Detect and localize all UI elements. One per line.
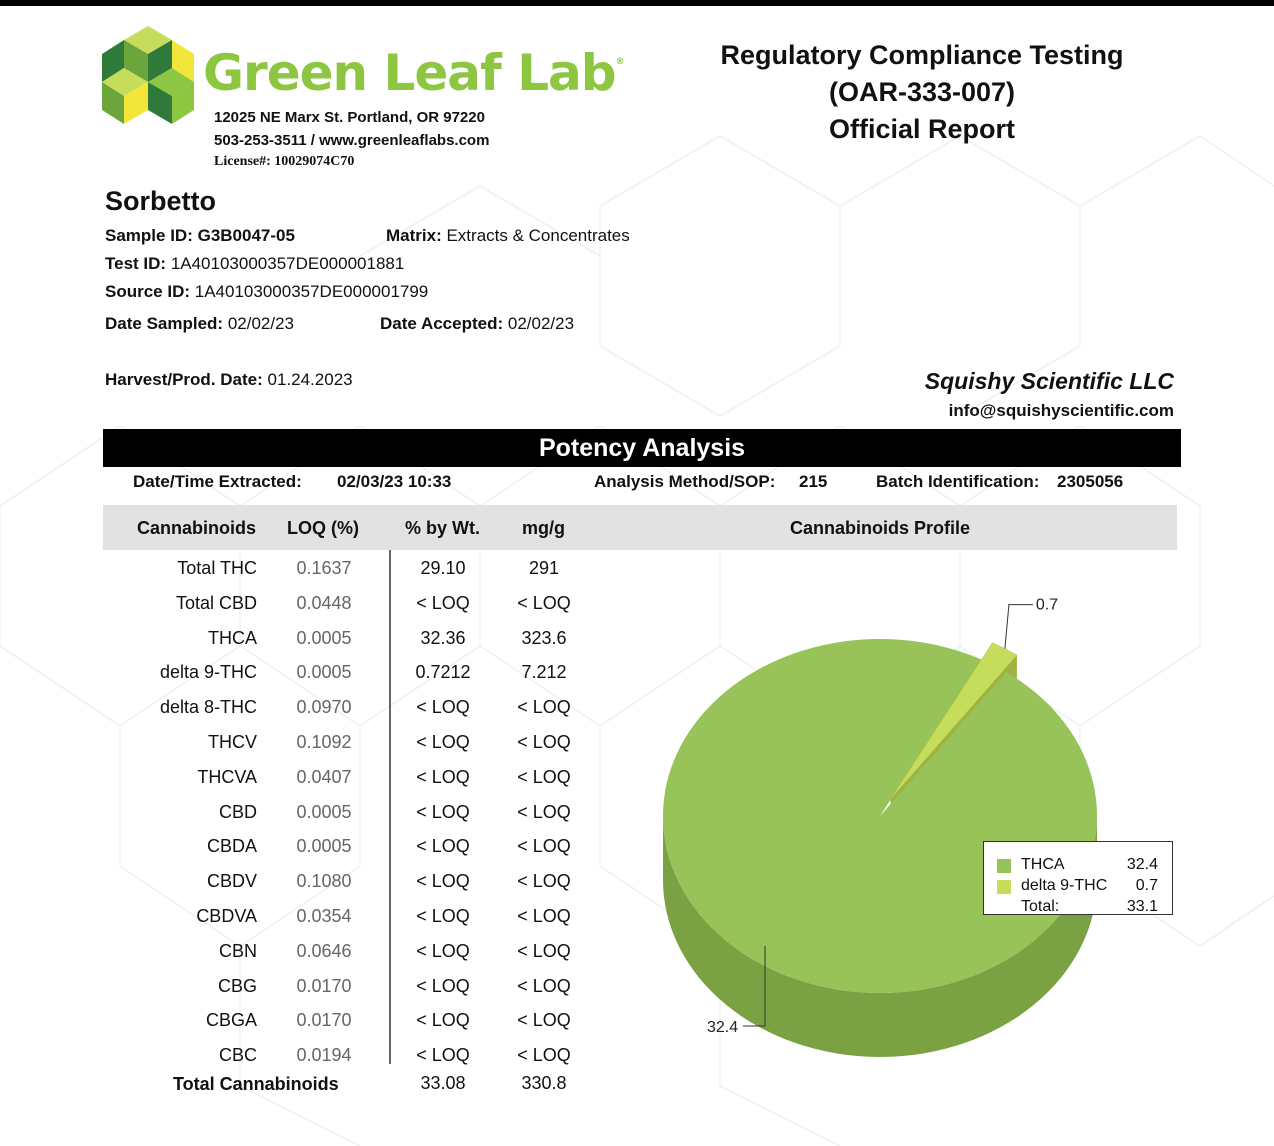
cannabinoid-name: Total THC	[177, 558, 257, 578]
extracted-label: Date/Time Extracted:	[133, 472, 302, 491]
pct-by-wt-value: < LOQ	[416, 697, 470, 718]
loq-value: 0.0005	[296, 662, 352, 683]
mg-per-g-value: 291	[528, 558, 560, 578]
sample-id-value: G3B0047-05	[197, 226, 295, 245]
mg-per-g-value: < LOQ	[517, 592, 571, 613]
method-label: Analysis Method/SOP:	[594, 472, 776, 491]
legend-item-delta9	[984, 877, 1172, 897]
pct-by-wt-value: < LOQ	[416, 801, 470, 822]
mg-per-g-value: < LOQ	[517, 871, 571, 892]
table-row	[97, 725, 597, 755]
pct-by-wt-value: < LOQ	[416, 1010, 470, 1031]
table-row	[97, 864, 597, 894]
sample-id-field	[105, 226, 295, 246]
lab-address: 12025 NE Marx St. Portland, OR 97220	[214, 109, 485, 126]
mg-per-g-value: < LOQ	[517, 1010, 571, 1031]
loq-value: 0.0005	[296, 836, 352, 857]
source-id-label: Source ID:	[105, 282, 191, 301]
mg-per-g-value: < LOQ	[517, 940, 571, 961]
pct-by-wt-value: < LOQ	[416, 975, 470, 996]
legend-label-thca: THCA	[1021, 856, 1065, 873]
legend-item-thca	[984, 856, 1172, 876]
legend-value-delta9: 0.7	[1135, 877, 1158, 894]
lab-license: License#: 10029074C70	[214, 154, 355, 169]
extracted-value: 02/03/23 10:33	[337, 472, 452, 491]
legend-swatch-thca	[997, 859, 1011, 873]
pct-by-wt-value: < LOQ	[416, 766, 470, 787]
mg-per-g-value: < LOQ	[517, 732, 571, 752]
total-cannabinoids-pct: 33.08	[420, 1073, 466, 1093]
cannabinoid-name: CBC	[218, 1045, 257, 1066]
date-sampled-field	[105, 314, 294, 334]
cannabinoid-name: THCA	[208, 627, 257, 648]
test-id-label: Test ID:	[105, 254, 167, 273]
potency-section-title: Potency Analysis	[103, 429, 1181, 467]
table-row	[97, 795, 597, 825]
header-cannabinoids-profile: Cannabinoids Profile	[790, 518, 971, 538]
cannabinoid-name: CBDV	[206, 871, 257, 892]
matrix-value: Extracts & Concentrates	[446, 226, 630, 245]
table-row	[97, 760, 597, 790]
date-accepted-field	[380, 314, 574, 334]
cannabinoid-name: THCVA	[197, 766, 257, 787]
legend-label-delta9: delta 9-THC	[1021, 877, 1108, 894]
legend-total-label: Total:	[1021, 898, 1060, 915]
legend-item-total	[984, 898, 1172, 918]
loq-value: 0.1092	[296, 732, 352, 752]
date-accepted-label: Date Accepted:	[380, 314, 504, 333]
method-value: 215	[799, 472, 828, 491]
pct-by-wt-value: < LOQ	[416, 871, 470, 892]
cannabinoid-name: CBGA	[205, 1010, 257, 1031]
table-row	[97, 829, 597, 859]
table-row	[97, 551, 597, 581]
chart-legend	[983, 841, 1173, 915]
loq-value: 0.0646	[296, 940, 352, 961]
pct-by-wt-value: < LOQ	[416, 1045, 470, 1066]
green-leaf-lab-logo-icon	[102, 24, 194, 128]
client-name: Squishy Scientific LLC	[924, 368, 1174, 394]
mg-per-g-value: < LOQ	[517, 766, 571, 787]
leader-line-delta9	[1005, 605, 1033, 649]
total-cannabinoids-label: Total Cannabinoids	[173, 1074, 339, 1094]
pct-by-wt-value: 29.10	[420, 558, 466, 578]
cannabinoid-name: delta 9-THC	[159, 662, 257, 683]
cannabinoid-name: CBDA	[206, 836, 257, 857]
client-email: info@squishyscientific.com	[948, 401, 1174, 420]
sample-name: Sorbetto	[105, 186, 216, 216]
table-row	[97, 621, 597, 651]
date-accepted-value: 02/02/23	[507, 314, 575, 333]
pct-by-wt-value: < LOQ	[416, 592, 470, 613]
mg-per-g-value: < LOQ	[517, 836, 571, 857]
harvest-date-field	[105, 370, 353, 390]
cannabinoid-name: CBD	[218, 801, 257, 822]
report-title-line3: Official Report	[828, 114, 1016, 144]
table-row	[97, 1038, 597, 1068]
mg-per-g-value: 7.212	[521, 662, 567, 683]
data-label-delta9: 0.7	[1035, 596, 1059, 614]
loq-value: 0.0194	[296, 1045, 352, 1066]
table-row	[97, 586, 597, 616]
mg-per-g-value: < LOQ	[517, 801, 571, 822]
lab-name: Green Leaf Lab®	[203, 44, 624, 102]
loq-value: 0.0005	[296, 627, 352, 648]
report-page	[0, 6, 1274, 1146]
table-row	[97, 655, 597, 685]
mg-per-g-value: < LOQ	[517, 975, 571, 996]
batch-label: Batch Identification:	[876, 472, 1040, 491]
loq-value: 0.0354	[296, 906, 352, 926]
header-cannabinoids: Cannabinoids	[137, 518, 257, 538]
cannabinoid-name: delta 8-THC	[159, 697, 257, 718]
loq-value: 0.1080	[296, 871, 352, 892]
table-row	[97, 1003, 597, 1033]
pct-by-wt-value: 32.36	[420, 627, 466, 648]
test-id-field	[105, 254, 404, 274]
header-mg-per-g: mg/g	[522, 518, 565, 538]
pie-slice-thca	[663, 639, 1097, 993]
matrix-label: Matrix:	[386, 226, 442, 245]
loq-value: 0.0170	[296, 975, 352, 996]
table-row	[97, 934, 597, 964]
cannabinoid-name: CBN	[218, 940, 257, 961]
loq-value: 0.0005	[296, 801, 352, 822]
harvest-date-value: 01.24.2023	[267, 370, 353, 389]
mg-per-g-value: 323.6	[521, 627, 567, 648]
cannabinoid-name: CBG	[217, 975, 257, 996]
pct-by-wt-value: < LOQ	[416, 732, 470, 752]
pct-by-wt-value: 0.7212	[415, 662, 471, 683]
batch-value: 2305056	[1057, 472, 1124, 491]
loq-value: 0.0407	[296, 766, 352, 787]
matrix-field	[386, 226, 630, 246]
table-row	[97, 899, 597, 929]
test-id-value: 1A40103000357DE000001881	[170, 254, 405, 273]
total-cannabinoids-mg: 330.8	[521, 1073, 567, 1093]
header-pct-by-wt: % by Wt.	[405, 518, 480, 538]
legend-value-thca: 32.4	[1126, 856, 1158, 873]
legend-swatch-delta9	[997, 880, 1011, 894]
table-row	[97, 690, 597, 720]
loq-value: 0.1637	[296, 558, 352, 578]
legend-total-value: 33.1	[1126, 898, 1158, 915]
report-title-line1: Regulatory Compliance Testing	[720, 40, 1124, 70]
lab-contact: 503-253-3511 / www.greenleaflabs.com	[214, 132, 490, 149]
mg-per-g-value: < LOQ	[517, 1045, 571, 1066]
date-sampled-label: Date Sampled:	[105, 314, 224, 333]
header-loq: LOQ (%)	[287, 518, 359, 538]
mg-per-g-value: < LOQ	[517, 906, 571, 926]
loq-value: 0.0970	[296, 697, 352, 718]
mg-per-g-value: < LOQ	[517, 697, 571, 718]
cannabinoid-name: THCV	[208, 732, 257, 752]
potency-table-header	[103, 505, 1177, 550]
sample-id-label: Sample ID:	[105, 226, 193, 245]
pct-by-wt-value: < LOQ	[416, 836, 470, 857]
potency-table-body	[97, 551, 597, 1111]
loq-value: 0.0448	[296, 592, 352, 613]
loq-value: 0.0170	[296, 1010, 352, 1031]
pct-by-wt-value: < LOQ	[416, 940, 470, 961]
table-row	[97, 969, 597, 999]
report-title-line2: (OAR-333-007)	[828, 77, 1016, 107]
cannabinoids-pie-chart	[600, 566, 1220, 1086]
harvest-date-label: Harvest/Prod. Date:	[105, 370, 263, 389]
cannabinoid-name: CBDVA	[196, 906, 257, 926]
pct-by-wt-value: < LOQ	[416, 906, 470, 926]
source-id-value: 1A40103000357DE000001799	[194, 282, 429, 301]
source-id-field	[105, 282, 428, 302]
cannabinoid-name: Total CBD	[175, 592, 257, 613]
date-sampled-value: 02/02/23	[227, 314, 295, 333]
data-label-thca: 32.4	[707, 1019, 739, 1036]
